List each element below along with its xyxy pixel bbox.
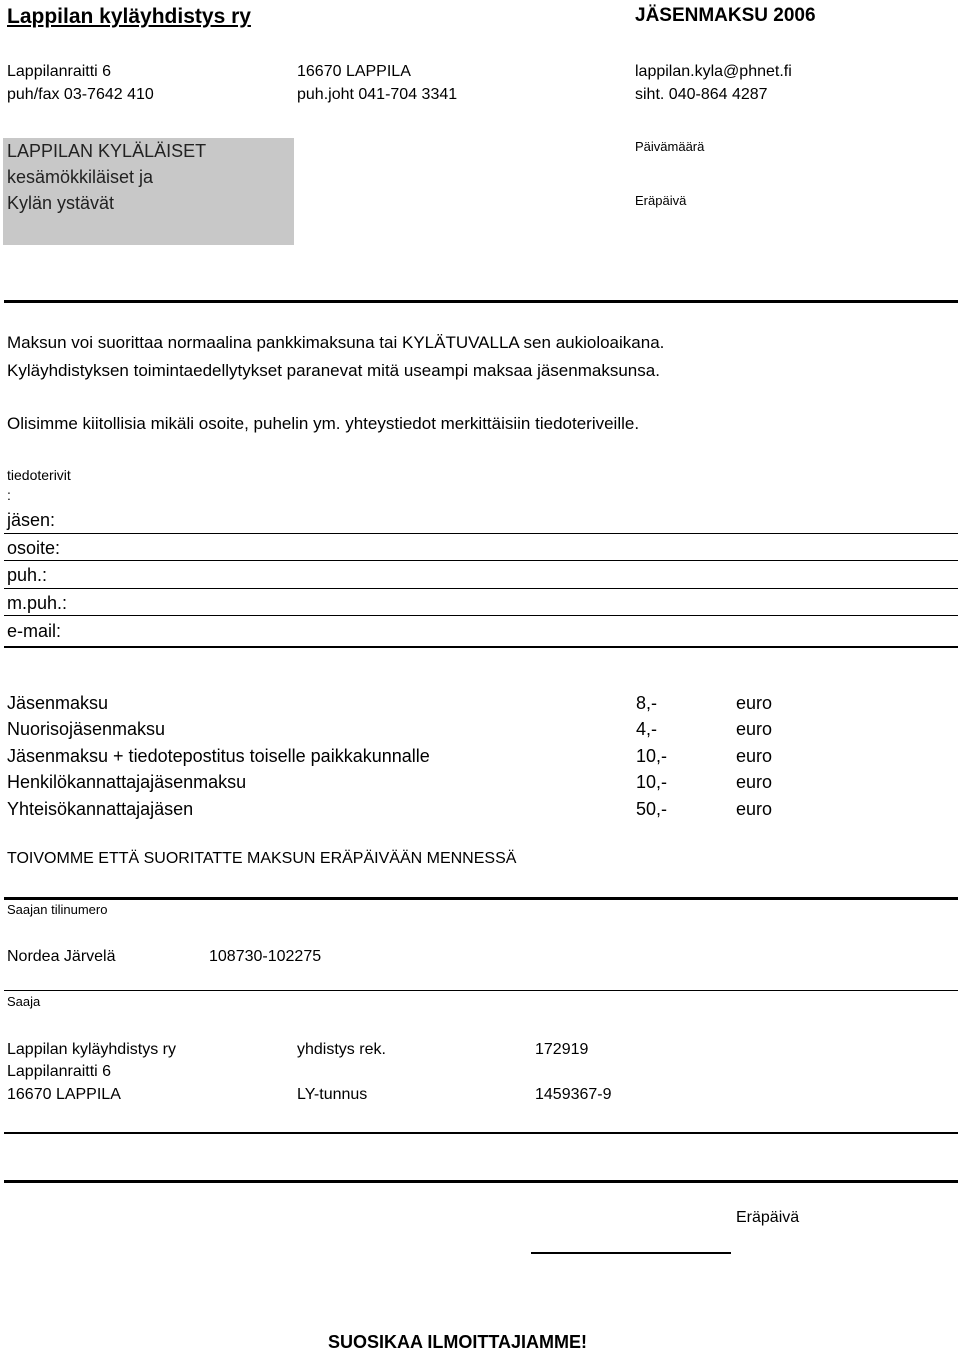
- footer-due-label: Eräpäivä: [736, 1209, 800, 1226]
- info-line-mobile[interactable]: [4, 615, 958, 616]
- organization-name: Lappilan kyläyhdistys ry: [7, 5, 251, 28]
- info-label-mobile: m.puh.:: [7, 593, 68, 613]
- separator-notice: [4, 897, 958, 900]
- recipient-line-2: kesämökkiläiset ja: [7, 167, 154, 187]
- info-label-email: e-mail:: [7, 621, 62, 641]
- intro-paragraph-3: Olisimme kiitollisia mikäli osoite, puhelin ym. yhteystiedot merkittäisiin tiedoteriveille.: [7, 414, 640, 433]
- document-title: JÄSENMAKSU 2006: [635, 5, 816, 26]
- fee-unit: euro: [736, 693, 773, 713]
- header-postal: 16670 LAPPILA: [297, 63, 411, 80]
- header-phone-fax: puh/fax 03-7642 410: [7, 86, 154, 103]
- info-label-address: osoite:: [7, 538, 61, 558]
- info-line-email[interactable]: [4, 646, 958, 648]
- info-rows-colon: :: [7, 487, 11, 503]
- intro-paragraph-2: Kyläyhdistyksen toimintaedellytykset paranevat mitä useampi maksaa jäsenmaksunsa.: [7, 361, 660, 380]
- header-address: Lappilanraitti 6: [7, 63, 112, 80]
- fee-label: Yhteisökannattajajäsen: [7, 799, 194, 819]
- separator-footer: [4, 1180, 958, 1183]
- separator-top: [4, 300, 958, 303]
- fee-label: Henkilökannattajajäsenmaksu: [7, 772, 247, 792]
- payment-notice: TOIVOMME ETTÄ SUORITATTE MAKSUN ERÄPÄIVÄÄN MENNESSÄ: [7, 850, 517, 867]
- info-line-address[interactable]: [4, 560, 958, 561]
- fee-amount: 10,-: [636, 746, 668, 766]
- fee-amount: 10,-: [636, 772, 668, 792]
- separator-payee: [4, 1132, 958, 1134]
- fee-unit: euro: [736, 719, 773, 739]
- registry-label: yhdistys rek.: [297, 1041, 386, 1058]
- intro-paragraph-1: Maksun voi suorittaa normaalina pankkimaksuna tai KYLÄTUVALLA sen aukioloaikana.: [7, 333, 665, 352]
- fee-label: Jäsenmaksu + tiedotepostitus toiselle paikkakunnalle: [7, 746, 430, 766]
- fee-label: Nuorisojäsenmaksu: [7, 719, 166, 739]
- header-secretary-phone: siht. 040-864 4287: [635, 86, 768, 103]
- recipient-line-3: Kylän ystävät: [7, 193, 115, 213]
- business-id-label: LY-tunnus: [297, 1086, 368, 1103]
- info-label-member: jäsen:: [7, 510, 56, 530]
- bank-name: Nordea Järvelä: [7, 948, 116, 965]
- recipient-line-1: LAPPILAN KYLÄLÄISET: [7, 141, 207, 161]
- account-number: 108730-102275: [209, 948, 322, 965]
- fee-amount: 50,-: [636, 799, 668, 819]
- header-email: lappilan.kyla@phnet.fi: [635, 63, 792, 80]
- business-id-number: 1459367-9: [535, 1086, 612, 1103]
- fee-amount: 8,-: [636, 693, 658, 713]
- payee-name: Lappilan kyläyhdistys ry: [7, 1041, 176, 1058]
- payee-street: Lappilanraitti 6: [7, 1063, 112, 1080]
- fee-unit: euro: [736, 799, 773, 819]
- fee-unit: euro: [736, 772, 773, 792]
- payee-label: Saaja: [7, 994, 41, 1009]
- payee-postal: 16670 LAPPILA: [7, 1086, 121, 1103]
- signature-line[interactable]: [531, 1252, 731, 1254]
- fee-amount: 4,-: [636, 719, 658, 739]
- date-label: Päivämäärä: [635, 139, 705, 154]
- info-label-phone: puh.:: [7, 565, 48, 585]
- footer-slogan: SUOSIKAA ILMOITTAJIAMME!: [328, 1332, 587, 1352]
- separator-bank: [4, 990, 958, 991]
- due-date-label: Eräpäivä: [635, 193, 687, 208]
- fee-label: Jäsenmaksu: [7, 693, 109, 713]
- account-label: Saajan tilinumero: [7, 902, 108, 917]
- info-line-member[interactable]: [4, 533, 958, 534]
- info-rows-heading: tiedoterivit: [7, 467, 71, 483]
- info-line-phone[interactable]: [4, 588, 958, 589]
- registry-number: 172919: [535, 1041, 589, 1058]
- header-chair-phone: puh.joht 041-704 3341: [297, 86, 458, 103]
- fee-unit: euro: [736, 746, 773, 766]
